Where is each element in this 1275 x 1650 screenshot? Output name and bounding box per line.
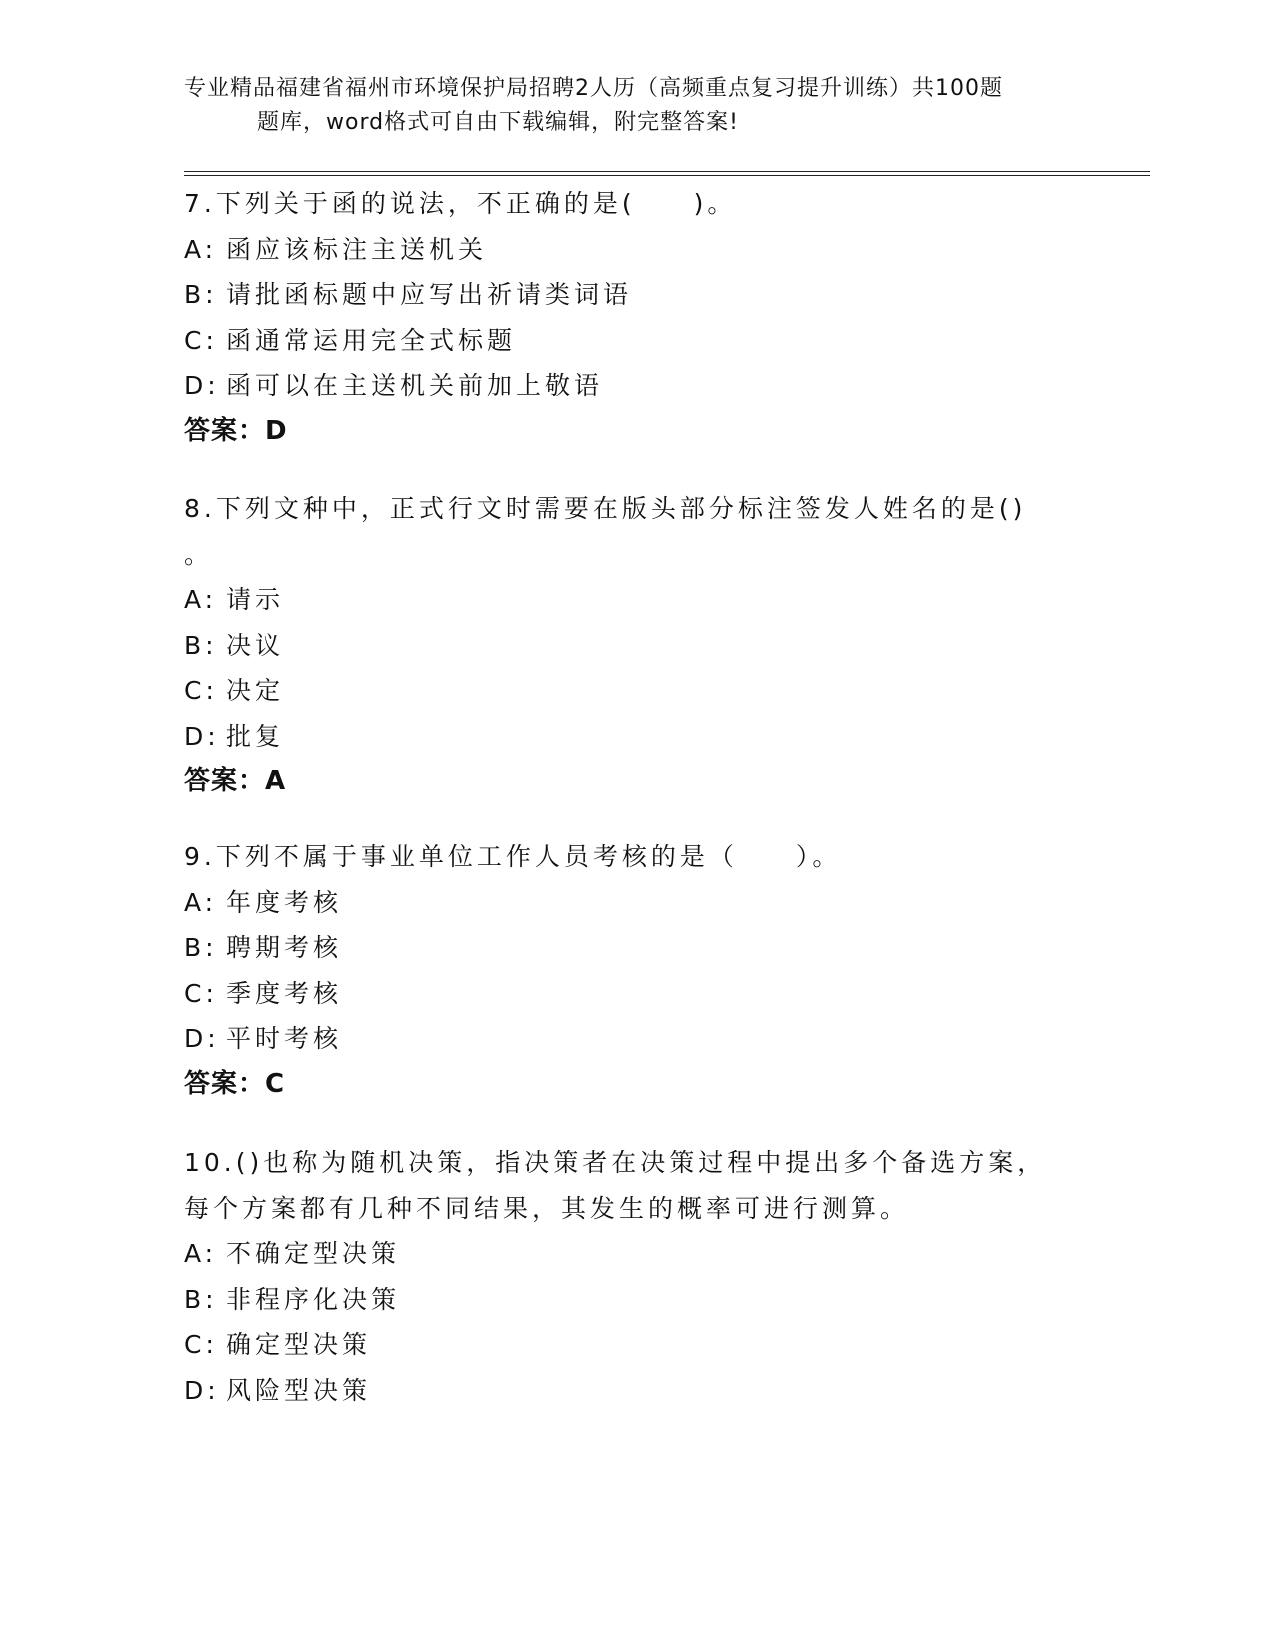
option-text: 年度考核 bbox=[226, 887, 343, 917]
option-a bbox=[184, 577, 1084, 623]
option-label: A: bbox=[184, 234, 218, 264]
document-header bbox=[184, 72, 1084, 140]
header-rule-bottom bbox=[184, 175, 1150, 176]
question-stem: 7.下列关于函的说法，不正确的是( )。 bbox=[184, 189, 737, 218]
option-text: 确定型决策 bbox=[226, 1330, 372, 1359]
option-a bbox=[184, 1231, 1084, 1277]
option-text: 请批函标题中应写出祈请类词语 bbox=[226, 280, 633, 309]
question-7 bbox=[184, 181, 1084, 454]
option-text: 请示 bbox=[226, 585, 285, 614]
question-10 bbox=[184, 1140, 1084, 1413]
option-d bbox=[184, 363, 1084, 409]
question-stem-continued: 。 bbox=[184, 539, 214, 569]
option-label: A: bbox=[184, 1239, 218, 1268]
option-text: 聘期考核 bbox=[226, 933, 343, 962]
option-label: A: bbox=[184, 585, 218, 614]
option-text: 函应该标注主送机关 bbox=[226, 234, 488, 264]
option-c bbox=[184, 971, 1084, 1017]
option-text: 批复 bbox=[226, 721, 285, 751]
option-b bbox=[184, 925, 1084, 971]
option-b bbox=[184, 272, 1084, 318]
option-label: C: bbox=[184, 978, 218, 1008]
question-stem-continued: 每个方案都有几种不同结果，其发生的概率可进行测算。 bbox=[184, 1193, 910, 1223]
option-label: C: bbox=[184, 676, 218, 705]
question-9 bbox=[184, 834, 1084, 1107]
option-c bbox=[184, 318, 1084, 364]
option-text: 季度考核 bbox=[226, 978, 343, 1008]
option-label: A: bbox=[184, 887, 218, 917]
option-label: B: bbox=[184, 1284, 218, 1314]
option-text: 函可以在主送机关前加上敬语 bbox=[226, 371, 604, 400]
option-text: 平时考核 bbox=[226, 1024, 343, 1053]
option-d bbox=[184, 714, 1084, 760]
option-label: D: bbox=[184, 1375, 220, 1405]
option-label: C: bbox=[184, 1330, 218, 1359]
question-stem: 8.下列文种中，正式行文时需要在版头部分标注签发人姓名的是() bbox=[184, 494, 1027, 523]
header-line-1: 专业精品福建省福州市环境保护局招聘2人历（高频重点复习提升训练）共100题 bbox=[184, 76, 1003, 101]
question-8 bbox=[184, 486, 1084, 805]
answer: 答案：C bbox=[184, 1068, 286, 1099]
answer: 答案：D bbox=[184, 415, 288, 446]
option-text: 非程序化决策 bbox=[226, 1284, 401, 1314]
question-stem: 9.下列不属于事业单位工作人员考核的是（ ）。 bbox=[184, 842, 842, 871]
option-text: 不确定型决策 bbox=[226, 1239, 401, 1268]
option-label: B: bbox=[184, 280, 218, 309]
option-label: C: bbox=[184, 325, 218, 355]
option-label: B: bbox=[184, 630, 218, 660]
option-a bbox=[184, 880, 1084, 926]
option-b bbox=[184, 1277, 1084, 1323]
option-label: B: bbox=[184, 933, 218, 962]
option-text: 函通常运用完全式标题 bbox=[226, 325, 517, 355]
option-c bbox=[184, 668, 1084, 714]
option-label: D: bbox=[184, 371, 220, 400]
option-label: D: bbox=[184, 1024, 220, 1053]
option-b bbox=[184, 623, 1084, 669]
option-a bbox=[184, 227, 1084, 273]
option-d bbox=[184, 1016, 1084, 1062]
header-rule-top bbox=[184, 171, 1150, 172]
answer: 答案：A bbox=[184, 766, 287, 796]
option-d bbox=[184, 1368, 1084, 1414]
option-text: 风险型决策 bbox=[226, 1375, 372, 1405]
option-text: 决定 bbox=[226, 676, 285, 705]
header-line-2: 题库，word格式可自由下载编辑，附完整答案! bbox=[257, 110, 739, 135]
option-label: D: bbox=[184, 721, 220, 751]
option-text: 决议 bbox=[226, 630, 285, 660]
option-c bbox=[184, 1322, 1084, 1368]
question-stem: 10.()也称为随机决策，指决策者在决策过程中提出多个备选方案， bbox=[184, 1148, 1047, 1177]
